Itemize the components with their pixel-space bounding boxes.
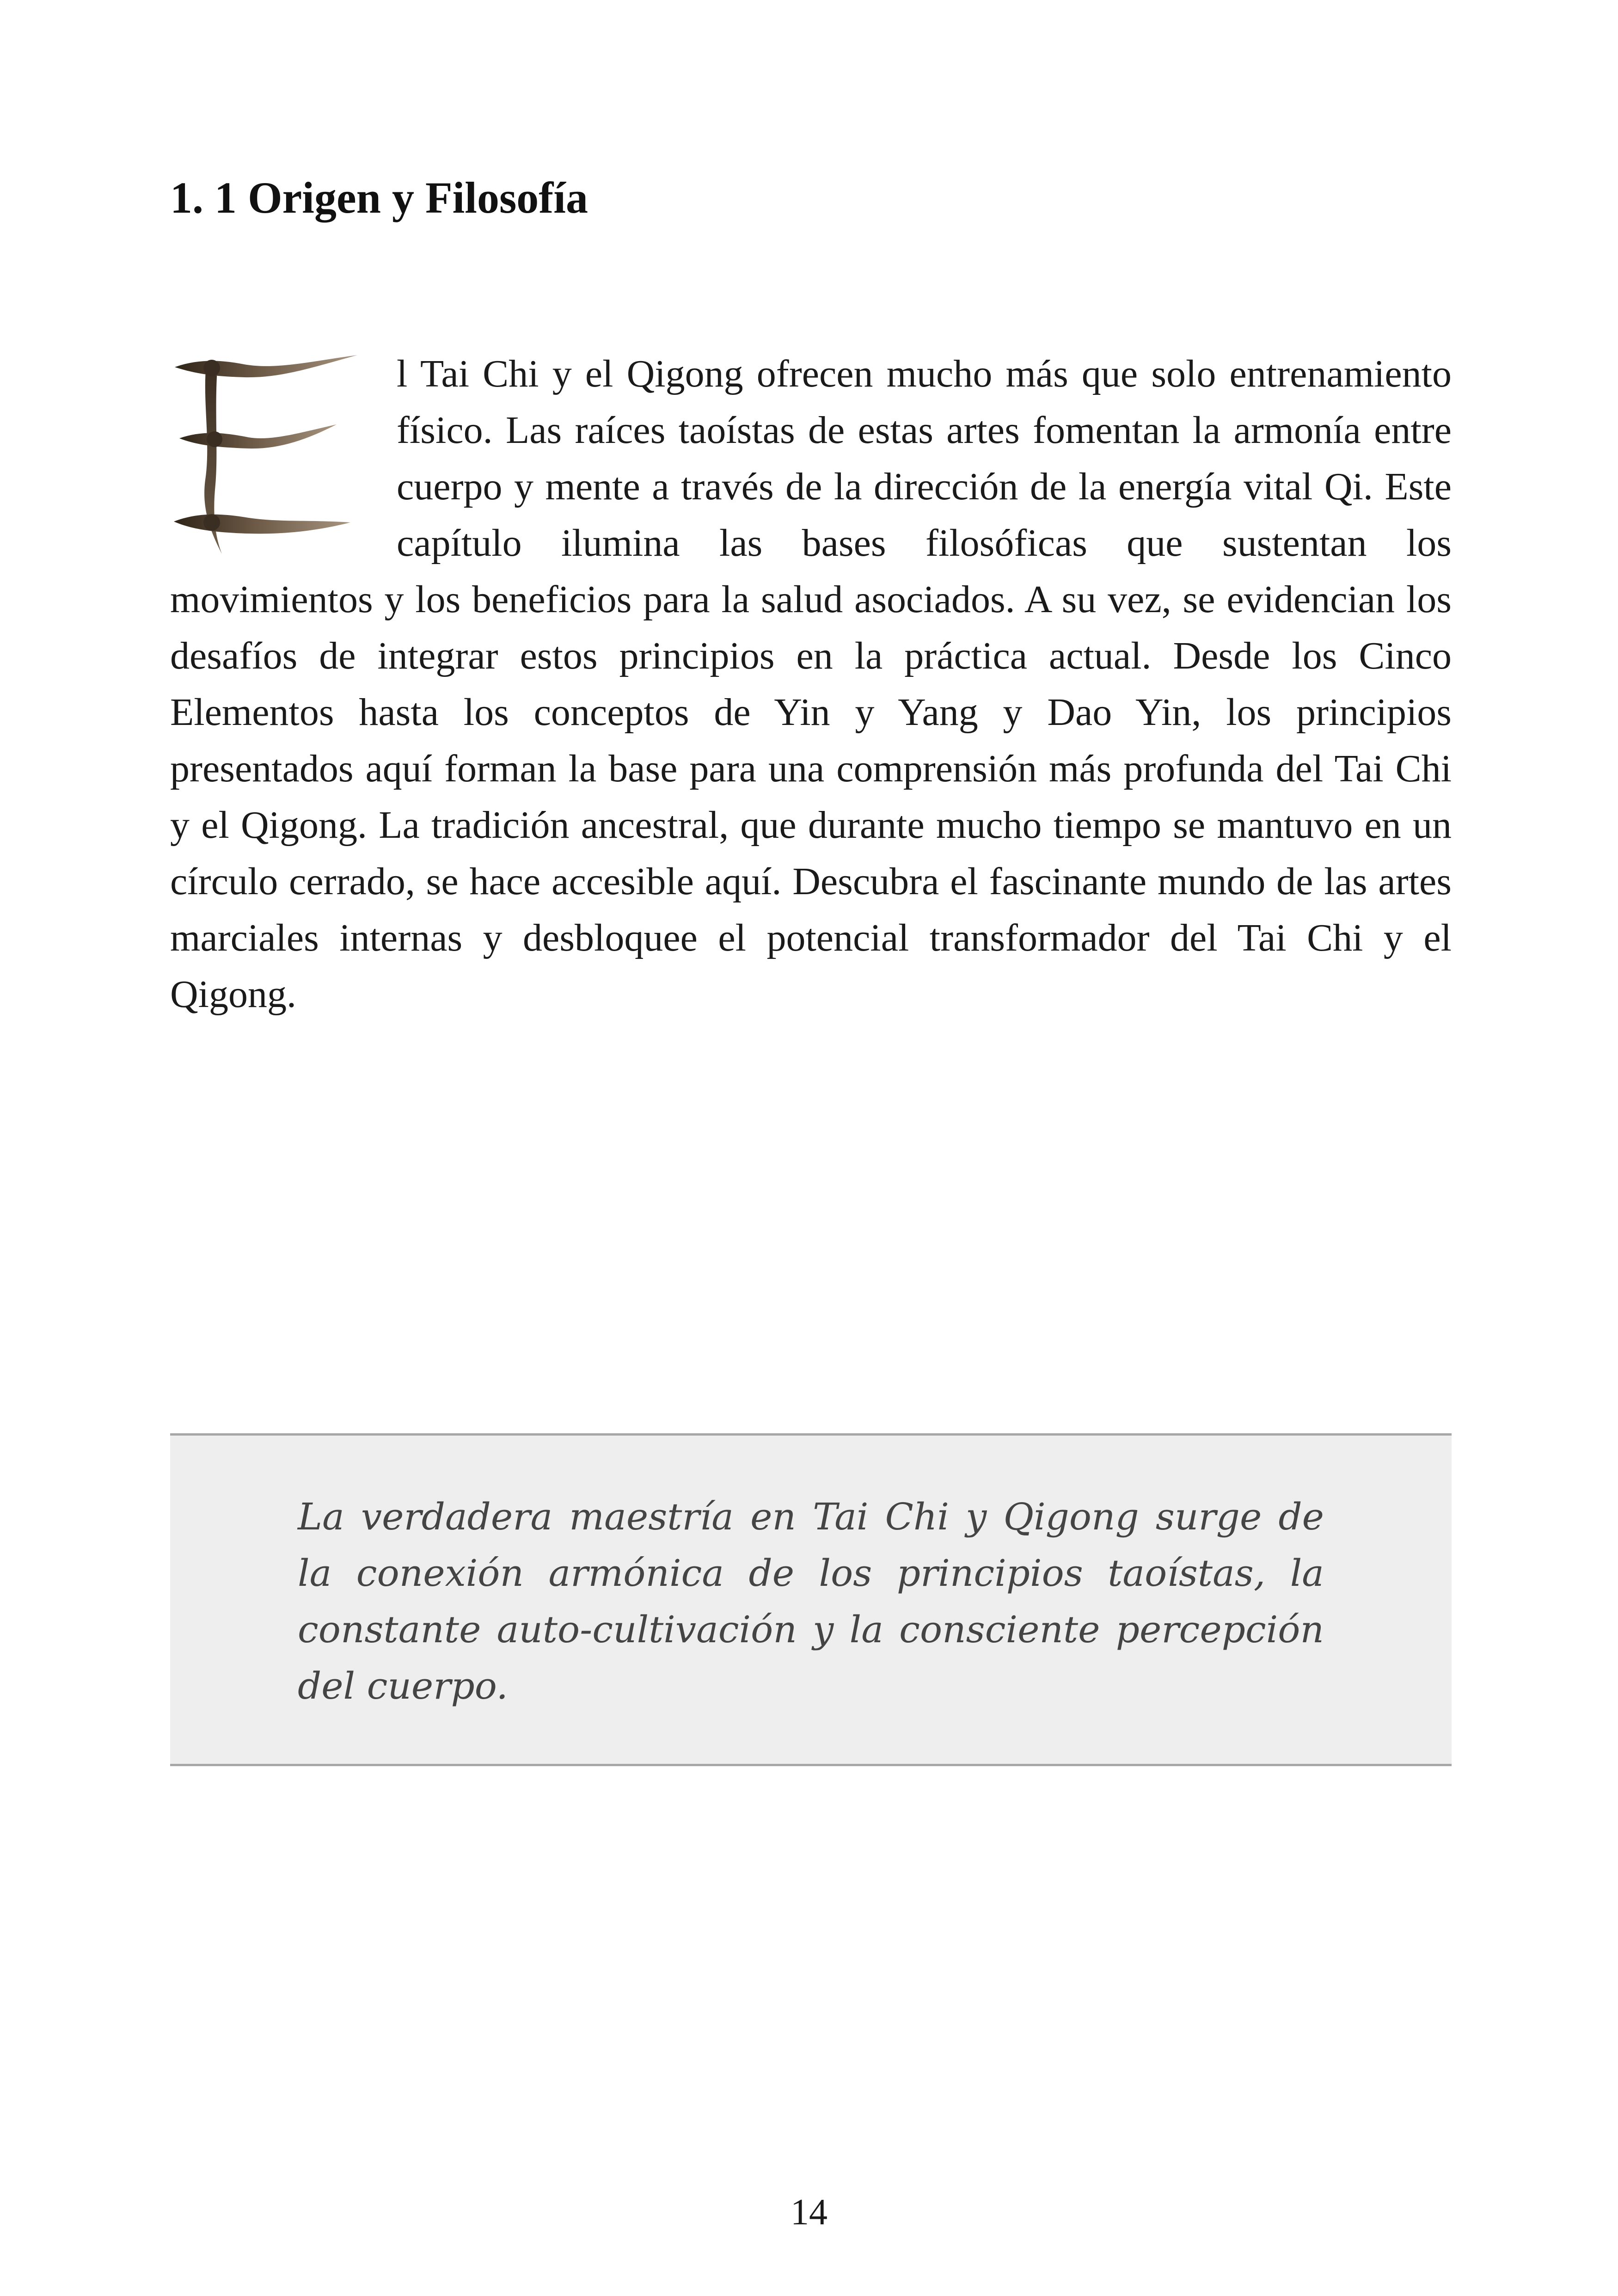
dropcap-e-ornament (170, 346, 360, 568)
body-text: l Tai Chi y el Qigong ofrecen mucho más que solo entrenamiento físico. Las raíces taoístas de estas artes fomentan la armonía entre cuerpo y mente a través de la dirección de la energía vital Qi. Este capítulo ilumina las bases filosóficas que sustentan los movimientos y los beneficios para la salud asociados. A su vez, se evidencian los desafíos de integrar estos principios en la práctica actual. Desde los Cinco Elementos hasta los conceptos de Yin y Yang y Dao Yin, los principios presentados aquí forman la base para una comprensión más profunda del Tai Chi y el Qigong. La tradición ancestral, que durante mucho tiempo se mantuvo en un círculo cerrado, se hace accesible aquí. Descubra el fascinante mundo de las artes marciales internas y desbloquee el potencial transformador del Tai Chi y el Qigong. (170, 352, 1452, 1016)
body-paragraph (170, 346, 1452, 1023)
page-number: 14 (791, 2192, 827, 2233)
section-title: 1. 1 Origen y Filosofía (170, 173, 588, 222)
pull-quote-box (170, 1433, 1452, 1766)
pull-quote-text: La verdadera maestría en Tai Chi y Qigong surge de la conexión armónica de los principios taoístas, la constante auto-cultivación y la consciente percepción del cuerpo. (298, 1495, 1324, 1707)
